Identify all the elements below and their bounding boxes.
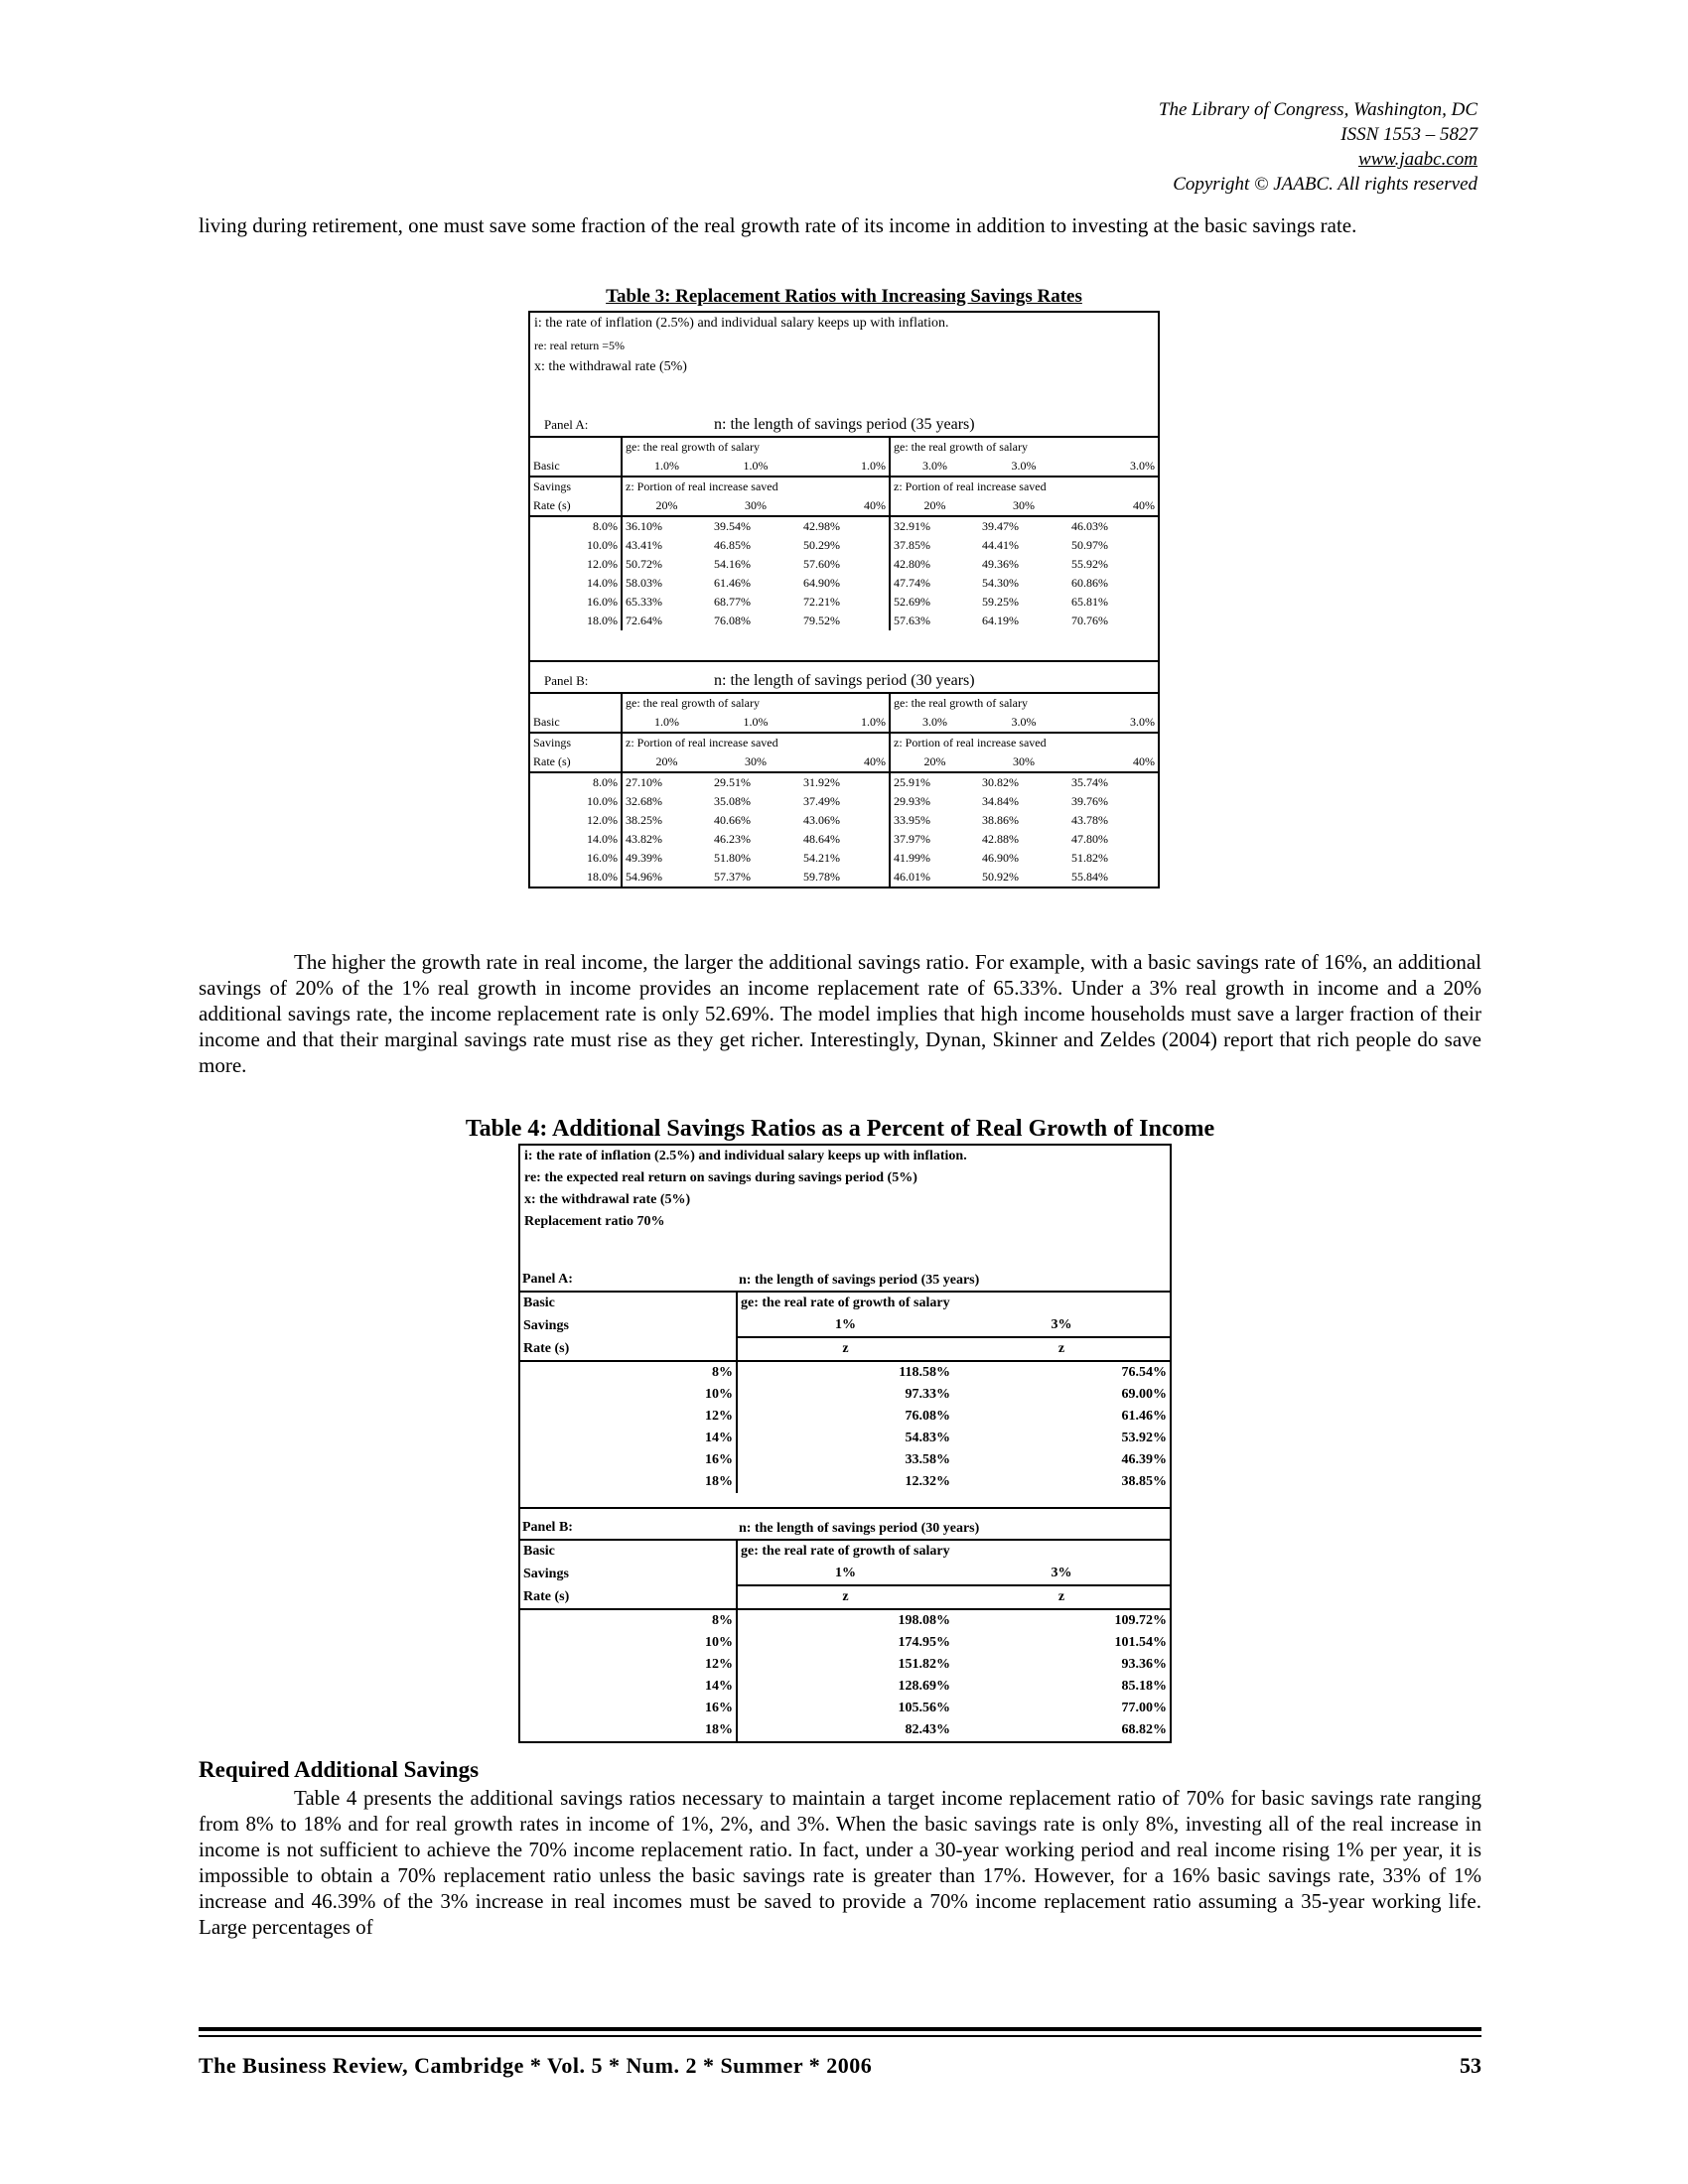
row-savings-rate: 10%	[520, 1384, 737, 1406]
table-cell: 118.58%	[899, 1365, 950, 1380]
table-row	[530, 574, 1158, 593]
table4-panel-b-grid	[520, 1541, 1170, 1741]
table3-a-z-value: 30%	[711, 496, 800, 516]
table3-b-z-header: z: Portion of real increase saved	[622, 733, 890, 752]
table-cell: 109.72%	[1114, 1613, 1167, 1628]
paragraph-required-savings: Table 4 presents the additional savings ratios necessary to maintain a target income replacement ratio of 70% for basic savings rate ranging from 8% to 18% and for real growth rates in income of 1%, 2%, and 3%. When the basic savings rate is only 8%, investing all of the real increase in income is not sufficient to achieve the 70% income replacement ratio. In fact, under a 30-year working period and real income rising 1% per year, it is impossible to obtain a 70% replacement ratio unless the basic savings rate is greater than 17%. However, for a 16% basic savings rate, 33% of 1% increase and 46.39% of the 3% increase in real incomes must be saved to provide a 70% income replacement ratio assuming a 35-year working life. Large percentages of	[199, 1786, 1481, 1939]
row-savings-rate: 14%	[520, 1676, 737, 1698]
table4-b-ge-header: ge: the real rate of growth of salary	[737, 1541, 1170, 1563]
table-cell: 42.80%	[890, 555, 979, 574]
table3-b-savings-label: Savings	[530, 733, 622, 752]
table-cell: 42.98%	[803, 519, 840, 533]
table3-b-basic-label: Basic	[533, 715, 560, 729]
table4-a-z1: z	[737, 1337, 953, 1361]
table-cell: 46.23%	[714, 832, 751, 846]
table3-b-ge-header: ge: the real growth of salary	[890, 694, 1158, 713]
table3-a-z-value: 30%	[979, 496, 1068, 516]
table-cell: 198.08%	[898, 1613, 950, 1628]
table4-panel-b-header	[520, 1507, 1170, 1541]
masthead-copyright: Copyright © JAABC. All rights reserved	[1173, 174, 1477, 195]
table-cell: 36.10%	[622, 516, 711, 536]
table4-a-z2: z	[953, 1337, 1170, 1361]
table-cell: 46.85%	[714, 538, 751, 552]
table-cell: 37.49%	[803, 794, 840, 808]
row-savings-rate: 10.0%	[530, 536, 622, 555]
table-cell: 77.00%	[1121, 1701, 1167, 1715]
table-row	[520, 1676, 1170, 1698]
table-row	[530, 612, 1158, 630]
table-cell: 38.86%	[982, 813, 1019, 827]
table-cell: 33.58%	[905, 1452, 950, 1467]
table4-b-g1: 1%	[737, 1563, 953, 1585]
table-row	[520, 1406, 1170, 1428]
table-cell: 39.76%	[1071, 794, 1108, 808]
table-cell: 46.01%	[890, 868, 979, 887]
table-cell: 151.82%	[898, 1657, 950, 1672]
table4-a-g2: 3%	[1051, 1317, 1072, 1332]
table-row	[530, 868, 1158, 887]
table-row	[520, 1384, 1170, 1406]
table4-a-ge-header: ge: the real rate of growth of salary	[737, 1293, 1170, 1314]
row-savings-rate: 18.0%	[530, 612, 622, 630]
table-row	[520, 1609, 1170, 1632]
table-cell: 174.95%	[898, 1635, 950, 1650]
table3-a-ge-header: ge: the real growth of salary	[622, 438, 890, 457]
table-cell: 82.43%	[905, 1722, 950, 1737]
table-cell: 46.90%	[982, 851, 1019, 865]
table-cell: 35.74%	[1071, 775, 1108, 789]
table-row	[530, 536, 1158, 555]
table3-a-ge-value: 3.0%	[890, 457, 979, 477]
row-savings-rate: 14.0%	[530, 830, 622, 849]
table4-panel-a-header	[520, 1261, 1170, 1293]
table-cell: 101.54%	[1114, 1635, 1167, 1650]
table3-b-ge-value: 1.0%	[743, 715, 769, 729]
row-savings-rate: 10%	[520, 1632, 737, 1654]
table4-b-z1: z	[737, 1585, 953, 1609]
table-row	[530, 830, 1158, 849]
table3-a-ge-header: ge: the real growth of salary	[890, 438, 1158, 457]
table-cell: 54.21%	[803, 851, 840, 865]
row-savings-rate: 14%	[520, 1428, 737, 1449]
footer-rule-thick	[199, 2027, 1481, 2031]
table3-panel-a-grid	[530, 438, 1158, 630]
table4-note-replacement: Replacement ratio 70%	[524, 1214, 665, 1229]
table-row	[530, 811, 1158, 830]
masthead-url-link[interactable]: www.jaabc.com	[1358, 149, 1477, 170]
table-cell: 47.74%	[890, 574, 979, 593]
table-cell: 55.84%	[1071, 870, 1108, 884]
table4-a-rate-label: Rate (s)	[520, 1337, 737, 1361]
row-savings-rate: 16%	[520, 1698, 737, 1719]
table4-panel-a-title: n: the length of savings period (35 years)	[739, 1273, 980, 1288]
table3-a-ge-value: 1.0%	[622, 457, 711, 477]
row-savings-rate: 18%	[520, 1471, 737, 1493]
paragraph-intro: living during retirement, one must save some fraction of the real growth rate of its income in addition to investing at the basic savings rate.	[199, 213, 1357, 237]
table3-panel-a-rows	[530, 516, 1158, 630]
paragraph-growth-discussion: The higher the growth rate in real income, the larger the additional savings ratio. For example, with a basic savings rate of 16%, an additional savings of 20% of the 1% real growth in income provides an income replacement rate of 65.33%. Under a 3% real growth in income and a 20% additional savings rate, the income replacement rate is only 52.69%. The model implies that high income households must save a larger fraction of their income and that their marginal savings rate must rise as they get richer. Interestingly, Dynan, Skinner and Zeldes (2004) report that rich people do save more.	[199, 950, 1481, 1077]
table3-panel-b-header	[530, 660, 1158, 694]
row-savings-rate: 8.0%	[530, 516, 622, 536]
table-cell: 35.08%	[714, 794, 751, 808]
table-cell: 51.80%	[714, 851, 751, 865]
table-cell: 29.93%	[890, 792, 979, 811]
table-cell: 93.36%	[1121, 1657, 1167, 1672]
table-cell: 38.25%	[622, 811, 711, 830]
table-cell: 46.03%	[1071, 519, 1108, 533]
table3-a-savings-label: Savings	[530, 477, 622, 496]
row-savings-rate: 18.0%	[530, 868, 622, 887]
table3-b-ge-value: 3.0%	[1130, 715, 1155, 729]
table-cell: 34.84%	[982, 794, 1019, 808]
table-cell: 33.95%	[890, 811, 979, 830]
table3-b-z-value: 30%	[979, 752, 1068, 772]
table4-a-g1: 1%	[737, 1314, 953, 1337]
row-savings-rate: 16%	[520, 1449, 737, 1471]
table4-panel-b-title: n: the length of savings period (30 years)	[739, 1521, 980, 1536]
table3-b-ge-value: 1.0%	[622, 713, 711, 733]
table-cell: 59.78%	[803, 870, 840, 884]
table-cell: 60.86%	[1071, 576, 1108, 590]
table4-panel-b-rows	[520, 1609, 1170, 1741]
table3-panel-b-title: n: the length of savings period (30 years)	[714, 672, 975, 689]
table-cell: 97.33%	[905, 1387, 950, 1402]
table-cell: 70.76%	[1071, 614, 1108, 627]
table-cell: 55.92%	[1071, 557, 1108, 571]
row-savings-rate: 8.0%	[530, 772, 622, 792]
table3-a-ge-value: 3.0%	[1011, 459, 1037, 473]
table-cell: 53.92%	[1121, 1431, 1167, 1445]
table3-b-rate-label: Rate (s)	[530, 752, 622, 772]
table-cell: 72.21%	[803, 595, 840, 609]
table-cell: 43.41%	[622, 536, 711, 555]
table-cell: 51.82%	[1071, 851, 1108, 865]
table4-panel-a-label: Panel A:	[522, 1272, 573, 1287]
journal-masthead	[1159, 97, 1477, 197]
table3	[528, 311, 1160, 888]
table-row	[520, 1449, 1170, 1471]
table4-a-savings-label: Savings	[523, 1317, 569, 1333]
table4	[518, 1144, 1172, 1743]
table-cell: 30.82%	[982, 775, 1019, 789]
table3-b-ge-header: ge: the real growth of salary	[622, 694, 890, 713]
table-cell: 39.54%	[714, 519, 751, 533]
table3-panel-b-rows	[530, 772, 1158, 887]
table-row	[520, 1719, 1170, 1741]
table3-b-ge-value: 3.0%	[1011, 715, 1037, 729]
table-cell: 69.00%	[1121, 1387, 1167, 1402]
table-cell: 12.32%	[905, 1474, 950, 1489]
table-cell: 61.46%	[714, 576, 751, 590]
table-cell: 39.47%	[982, 519, 1019, 533]
table-cell: 50.97%	[1071, 538, 1108, 552]
table-cell: 50.92%	[982, 870, 1019, 884]
table3-a-z-value: 40%	[800, 496, 890, 516]
table-cell: 79.52%	[803, 614, 840, 627]
table3-note-withdrawal: x: the withdrawal rate (5%)	[534, 359, 687, 374]
row-savings-rate: 8%	[520, 1609, 737, 1632]
table-row	[520, 1654, 1170, 1676]
table-cell: 68.77%	[714, 595, 751, 609]
table3-a-z-value: 40%	[1068, 496, 1158, 516]
table3-b-z-value: 40%	[1068, 752, 1158, 772]
table3-b-z-value: 20%	[890, 752, 979, 772]
table-cell: 58.03%	[622, 574, 711, 593]
table3-a-ge-value: 3.0%	[1130, 459, 1155, 473]
row-savings-rate: 14.0%	[530, 574, 622, 593]
table-row	[530, 792, 1158, 811]
table-cell: 54.16%	[714, 557, 751, 571]
table4-caption: Table 4: Additional Savings Ratios as a Percent of Real Growth of Income	[465, 1116, 1215, 1142]
table-row	[530, 772, 1158, 792]
table4-notes	[520, 1146, 1170, 1261]
row-savings-rate: 8%	[520, 1361, 737, 1384]
masthead-library: The Library of Congress, Washington, DC	[1158, 99, 1477, 120]
table-cell: 76.08%	[714, 614, 751, 627]
table3-panel-a-title: n: the length of savings period (35 years)	[714, 416, 975, 433]
table-cell: 68.82%	[1121, 1722, 1167, 1737]
row-savings-rate: 18%	[520, 1719, 737, 1741]
table-cell: 46.39%	[1121, 1452, 1167, 1467]
table-cell: 25.91%	[890, 772, 979, 792]
table3-a-ge-value: 1.0%	[861, 459, 886, 473]
footer-rule-thin	[199, 2035, 1481, 2037]
table3-b-z-header: z: Portion of real increase saved	[890, 733, 1158, 752]
table-cell: 43.06%	[803, 813, 840, 827]
table-cell: 76.54%	[1121, 1365, 1167, 1380]
row-savings-rate: 12%	[520, 1406, 737, 1428]
table-cell: 29.51%	[714, 775, 751, 789]
table-cell: 72.64%	[622, 612, 711, 630]
table3-a-z-value: 20%	[622, 496, 711, 516]
table4-b-savings-label: Savings	[523, 1566, 569, 1581]
masthead-issn: ISSN 1553 – 5827	[1340, 124, 1477, 145]
table-cell: 76.08%	[905, 1409, 950, 1424]
table-cell: 65.33%	[622, 593, 711, 612]
table-cell: 54.83%	[905, 1431, 950, 1445]
table-cell: 27.10%	[622, 772, 711, 792]
table-cell: 54.30%	[982, 576, 1019, 590]
table-cell: 37.85%	[890, 536, 979, 555]
table3-a-z-value: 20%	[890, 496, 979, 516]
row-savings-rate: 12.0%	[530, 811, 622, 830]
page-number: 53	[1460, 2053, 1481, 2078]
table-row	[520, 1361, 1170, 1384]
table3-note-return: re: real return =5%	[534, 339, 626, 352]
row-savings-rate: 12.0%	[530, 555, 622, 574]
table-cell: 61.46%	[1121, 1409, 1167, 1424]
table3-panel-b-label: Panel B:	[544, 673, 589, 688]
table-row	[530, 516, 1158, 536]
table3-caption: Table 3: Replacement Ratios with Increasing Savings Rates	[606, 286, 1082, 307]
table-cell: 43.82%	[622, 830, 711, 849]
table-row	[530, 555, 1158, 574]
table-cell: 50.29%	[803, 538, 840, 552]
table-row	[520, 1632, 1170, 1654]
table3-panel-b-grid	[530, 694, 1158, 887]
table-row	[520, 1471, 1170, 1493]
table3-b-z-value: 20%	[622, 752, 711, 772]
table4-note-inflation: i: the rate of inflation (2.5%) and individual salary keeps up with inflation.	[524, 1149, 967, 1163]
table4-panel-a-grid	[520, 1293, 1170, 1493]
table-cell: 48.64%	[803, 832, 840, 846]
table-cell: 54.96%	[622, 868, 711, 887]
table-cell: 65.81%	[1071, 595, 1108, 609]
table3-a-z-header: z: Portion of real increase saved	[890, 477, 1158, 496]
table-cell: 50.72%	[622, 555, 711, 574]
table-row	[520, 1428, 1170, 1449]
table-row	[530, 593, 1158, 612]
table-cell: 105.56%	[898, 1701, 950, 1715]
table-cell: 32.68%	[622, 792, 711, 811]
table-cell: 40.66%	[714, 813, 751, 827]
table-cell: 57.37%	[714, 870, 751, 884]
table3-b-ge-value: 3.0%	[890, 713, 979, 733]
table4-a-basic-label: Basic	[523, 1296, 555, 1310]
table3-panel-a-header	[530, 406, 1158, 438]
table-cell: 64.90%	[803, 576, 840, 590]
table-cell: 52.69%	[890, 593, 979, 612]
table3-panel-a-label: Panel A:	[544, 417, 589, 432]
table3-a-z-header: z: Portion of real increase saved	[622, 477, 890, 496]
table-cell: 128.69%	[898, 1679, 950, 1694]
table-cell: 32.91%	[890, 516, 979, 536]
table3-a-rate-label: Rate (s)	[530, 496, 622, 516]
row-savings-rate: 16.0%	[530, 593, 622, 612]
table4-b-basic-label: Basic	[523, 1544, 555, 1559]
table-row	[530, 849, 1158, 868]
table-cell: 49.39%	[622, 849, 711, 868]
table-cell: 57.60%	[803, 557, 840, 571]
table-cell: 59.25%	[982, 595, 1019, 609]
table-cell: 64.19%	[982, 614, 1019, 627]
table3-b-ge-value: 1.0%	[861, 715, 886, 729]
table3-a-ge-value: 1.0%	[743, 459, 769, 473]
table4-b-z2: z	[953, 1585, 1170, 1609]
table3-b-z-value: 40%	[800, 752, 890, 772]
row-savings-rate: 16.0%	[530, 849, 622, 868]
table-row	[520, 1698, 1170, 1719]
table-cell: 85.18%	[1121, 1679, 1167, 1694]
table-cell: 49.36%	[982, 557, 1019, 571]
table4-note-withdrawal: x: the withdrawal rate (5%)	[524, 1192, 691, 1207]
table4-panel-a-rows	[520, 1361, 1170, 1493]
table-cell: 31.92%	[803, 775, 840, 789]
table4-note-return: re: the expected real return on savings during savings period (5%)	[524, 1170, 917, 1185]
table3-notes	[530, 313, 1158, 406]
row-savings-rate: 12%	[520, 1654, 737, 1676]
section-heading: Required Additional Savings	[199, 1757, 480, 1782]
table-cell: 43.78%	[1071, 813, 1108, 827]
row-savings-rate: 10.0%	[530, 792, 622, 811]
table-cell: 37.97%	[890, 830, 979, 849]
footer-journal: The Business Review, Cambridge * Vol. 5 * Num. 2 * Summer * 2006	[199, 2053, 873, 2078]
table-cell: 47.80%	[1071, 832, 1108, 846]
table-cell: 41.99%	[890, 849, 979, 868]
table3-b-z-value: 30%	[711, 752, 800, 772]
table4-panel-b-label: Panel B:	[522, 1520, 573, 1535]
table3-a-basic-label: Basic	[533, 459, 560, 473]
table3-note-inflation: i: the rate of inflation (2.5%) and individual salary keeps up with inflation.	[534, 316, 949, 331]
table-cell: 57.63%	[890, 612, 979, 630]
table4-b-rate-label: Rate (s)	[520, 1585, 737, 1609]
table4-b-g2: 3%	[1051, 1566, 1072, 1580]
table-cell: 38.85%	[1121, 1474, 1167, 1489]
table-cell: 44.41%	[982, 538, 1019, 552]
table-cell: 42.88%	[982, 832, 1019, 846]
